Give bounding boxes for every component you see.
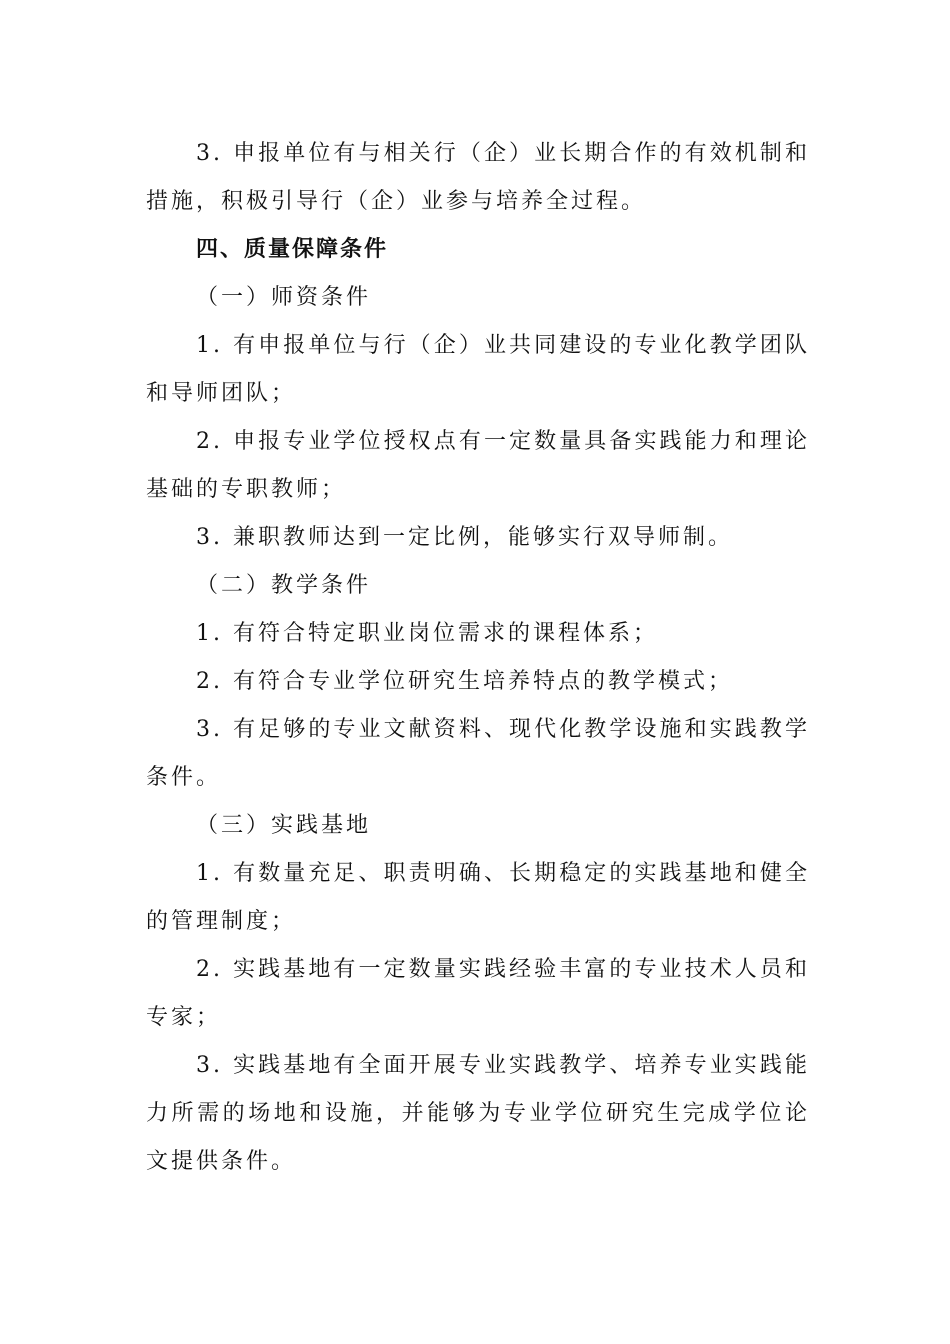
paragraph-cooperation-mechanism: 3. 申报单位有与相关行（企）业长期合作的有效机制和措施，积极引导行（企）业参与培养全过程。 <box>146 141 810 214</box>
paragraph-teaching-1: 1. 有符合特定职业岗位需求的课程体系； <box>196 621 658 646</box>
paragraph-teaching-3: 3. 有足够的专业文献资料、现代化教学设施和实践教学条件。 <box>146 717 810 790</box>
document-body <box>146 130 810 1186</box>
subheading-teaching-conditions: （二）教学条件 <box>196 573 372 598</box>
paragraph-faculty-2: 2. 申报专业学位授权点有一定数量具备实践能力和理论基础的专职教师； <box>146 429 810 502</box>
paragraph-practice-3: 3. 实践基地有全面开展专业实践教学、培养专业实践能力所需的场地和设施，并能够为专业学位研究生完成学位论文提供条件。 <box>146 1053 810 1174</box>
paragraph-faculty-1: 1. 有申报单位与行（企）业共同建设的专业化教学团队和导师团队； <box>146 333 810 406</box>
paragraph-faculty-3: 3. 兼职教师达到一定比例，能够实行双导师制。 <box>196 525 733 550</box>
paragraph-teaching-2: 2. 有符合专业学位研究生培养特点的教学模式； <box>196 669 733 694</box>
paragraph-practice-1: 1. 有数量充足、职责明确、长期稳定的实践基地和健全的管理制度； <box>146 861 810 934</box>
subheading-practice-bases: （三）实践基地 <box>196 813 372 838</box>
subheading-faculty-conditions: （一）师资条件 <box>196 285 372 310</box>
paragraph-practice-2: 2. 实践基地有一定数量实践经验丰富的专业技术人员和专家； <box>146 957 810 1030</box>
section-heading-quality-assurance: 四、质量保障条件 <box>196 237 389 262</box>
